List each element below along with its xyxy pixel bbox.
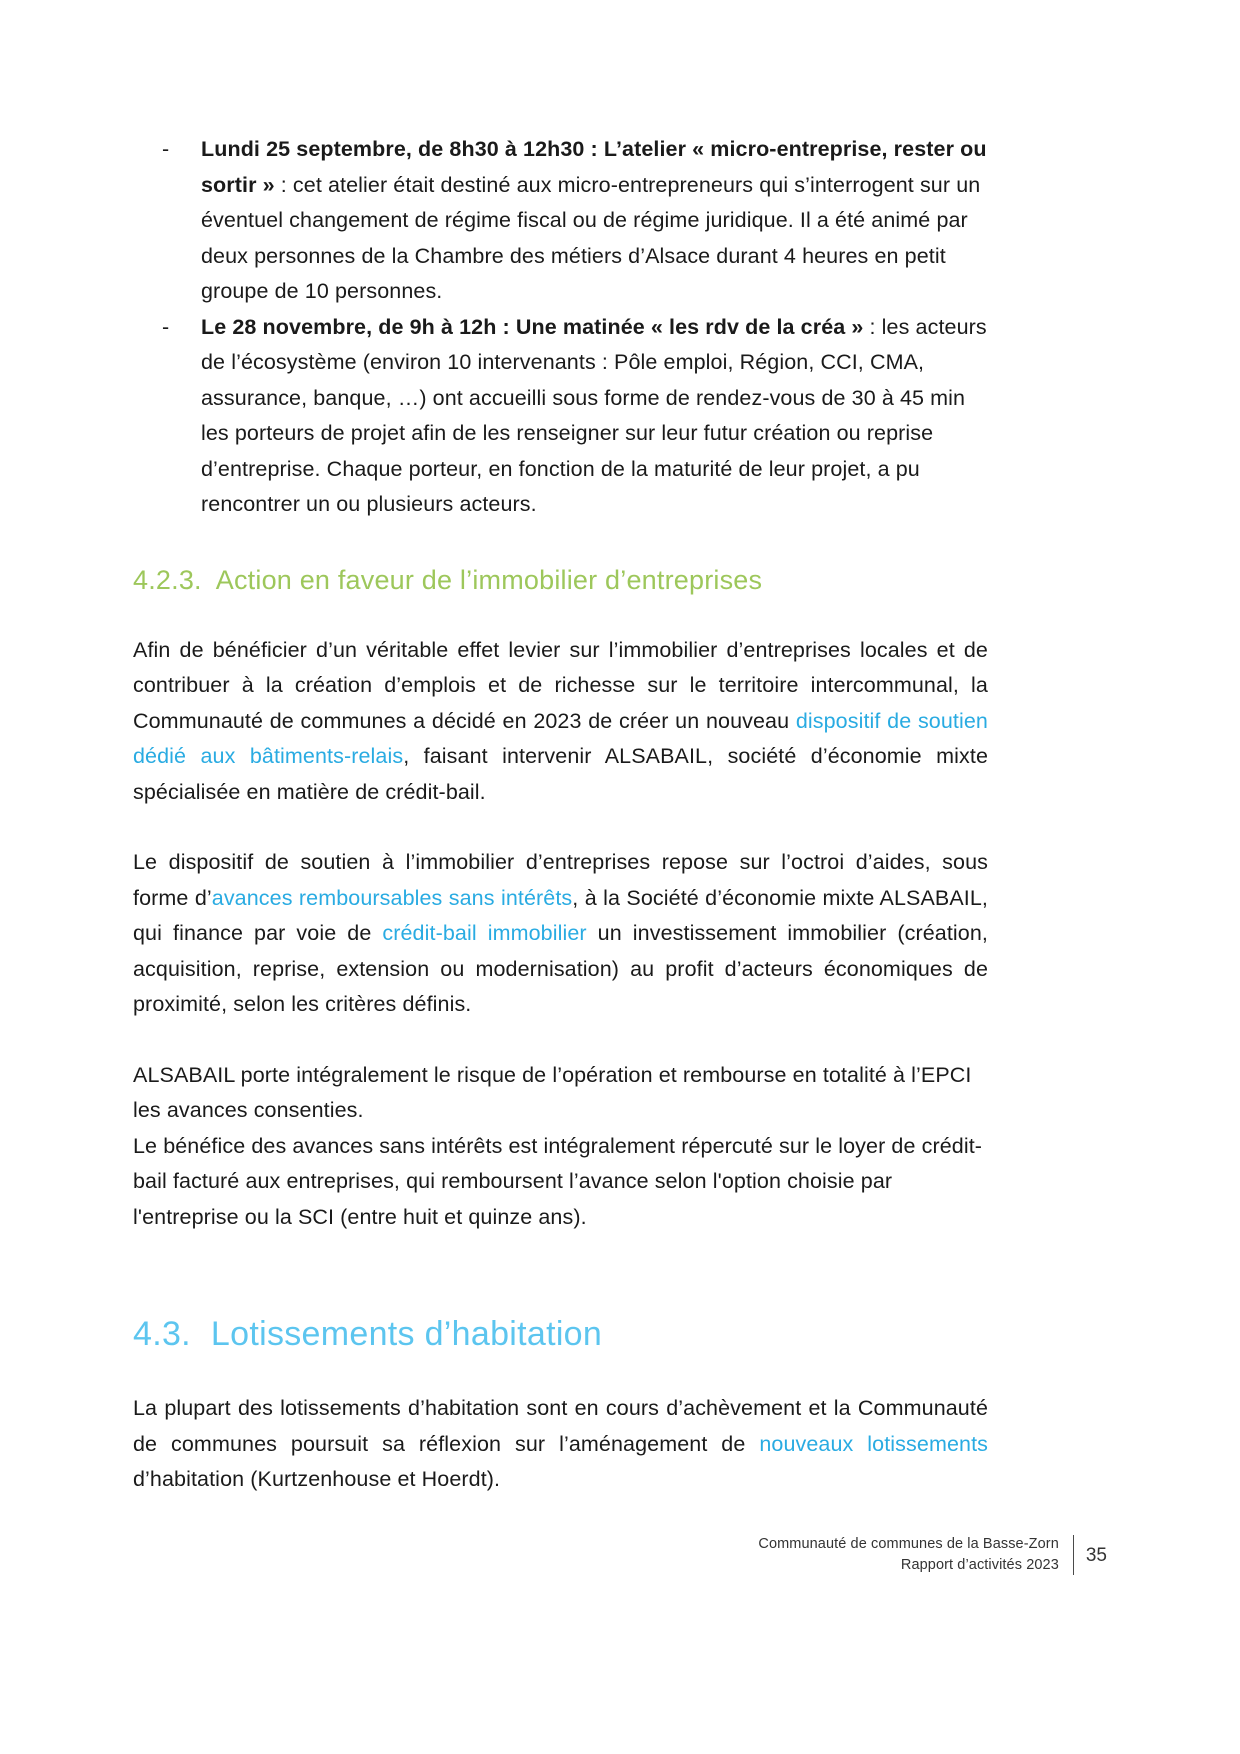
paragraph-text-part: , faisant intervenir ALSABAIL, société d’économie mixte spécialisée en matière de crédit-bail. [133,744,988,804]
bullet-marker-icon: - [162,314,170,339]
spacer [133,810,988,845]
section-number: 4.3. [133,1315,191,1353]
paragraph-text-part: d’habitation (Kurtzenhouse et Hoerdt). [133,1467,501,1491]
section-heading-4-2-3 [133,563,988,597]
section-number: 4.2.3. [133,564,202,595]
list-item [133,310,988,523]
list-item [133,132,988,310]
paragraph-text-part: un investissement immobilier (création, acquisition, reprise, extension ou modernisation) au profit d’acteurs économiques de proximité, selon les critères définis. [133,921,988,1016]
footer-line-organization: Communauté de communes de la Basse-Zorn [758,1536,1059,1552]
section-heading-4-3 [133,1313,988,1355]
footer-divider [1073,1535,1074,1575]
spacer [133,1235,988,1313]
link-nouveaux-lotissements[interactable]: nouveaux lotissements [759,1431,988,1456]
workshop-bullet-list [133,132,988,523]
paragraph-dispositif-soutien [133,845,988,1023]
spacer [133,1355,988,1391]
footer-text [758,1534,1058,1576]
footer-line-report: Rapport d’activités 2023 [900,1557,1059,1573]
link-dispositif-batiments-relais[interactable]: dispositif de soutien dédié aux bâtiments-relais [133,708,988,768]
section-title: Action en faveur de l’immobilier d’entreprises [215,564,763,595]
paragraph-benefice-avances: Le bénéfice des avances sans intérêts est intégralement répercuté sur le loyer de crédit-bail facturé aux entreprises, qui remboursent l’avance selon l'option choisie par l'entreprise ou la SCI (entre huit et quinze ans). [133,1133,983,1229]
page-content [133,132,988,1498]
bullet-lead-text: Le 28 novembre, de 9h à 12h : Une matinée « les rdv de la créa » [201,314,864,339]
paragraph-text-part: La plupart des lotissements d’habitation sont en cours d’achèvement et la Communauté de communes poursuit sa réflexion sur l’aménagement de [133,1396,988,1456]
paragraph-lotissements [133,1391,988,1498]
bullet-body-text: : cet atelier était destiné aux micro-entrepreneurs qui s’interrogent sur un éventuel changement de régime fiscal ou de régime juridique. Il a été animé par deux personnes de la Chambre des métiers d’Alsace durant 4 heures en petit groupe de 10 personnes. [201,172,981,303]
bullet-body-text: : les acteurs de l’écosystème (environ 10 intervenants : Pôle emploi, Région, CCI, CMA, assurance, banque, …) ont accueilli sous forme de rendez-vous de 30 à 45 min les porteurs de projet afin de les renseigner sur leur futur création ou reprise d’entreprise. Chaque porteur, en fonction de la maturité de leur projet, a pu rencontrer un ou plusieurs acteurs. [201,314,987,516]
paragraph-text-part: Afin de bénéficier d’un véritable effet levier sur l’immobilier d’entreprises locales et de contribuer à la création d’emplois et de richesse sur le territoire intercommunal, la Communauté de communes a décidé en 2023 de créer un nouveau [133,637,988,733]
link-credit-bail-immobilier[interactable]: crédit-bail immobilier [382,921,587,945]
spacer [133,597,988,633]
paragraph-text-part: , à la Société d’économie mixte ALSABAIL, qui finance par voie de [133,885,989,945]
paragraph-text-part: Le dispositif de soutien à l’immobilier d’entreprises repose sur l’octroi d’aides, sous forme d’ [133,850,988,910]
paragraph-alsabail-risque: ALSABAIL porte intégralement le risque de l’opération et rembourse en totalité à l’EPCI les avances consenties. [133,1062,972,1122]
paragraph-immobilier-intro [133,633,988,811]
bullet-lead-text: Lundi 25 septembre, de 8h30 à 12h30 : L’atelier « micro-entreprise, rester ou sortir » [201,137,987,197]
page-footer [758,1534,1107,1576]
link-avances-remboursables[interactable]: avances remboursables sans intérêts [211,885,573,910]
bullet-marker-icon: - [162,137,170,161]
page-number: 35 [1085,1544,1107,1566]
spacer [133,1023,988,1058]
section-title: Lotissements d’habitation [210,1315,603,1353]
